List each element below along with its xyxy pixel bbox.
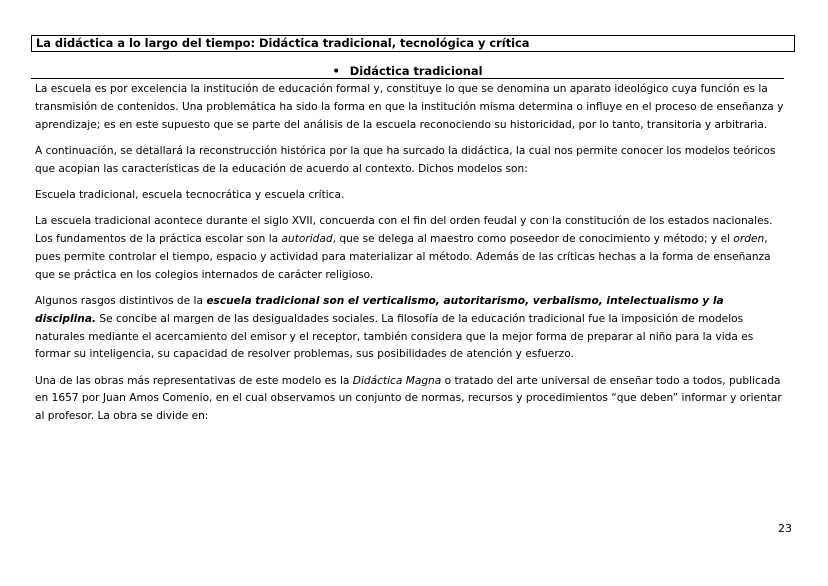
paragraph-6: [35, 373, 795, 426]
emphasis-disciplina: disciplina.: [35, 312, 96, 325]
p5-line-1-a: Algunos rasgos distintivos de la: [35, 294, 207, 307]
p6-line-3: al profesor. La obra se divide en:: [35, 410, 209, 423]
p2-line-1: A continuación, se detallará la reconstrucción histórica por la que ha surcado la didáctica, la cual nos permite conocer los modelos teóricos: [35, 144, 776, 157]
paragraph-1: [35, 81, 795, 134]
p6-line-1-a: Una de las obras más representativas de este modelo es la: [35, 374, 353, 387]
p5-line-2-b: Se concibe al margen de las desigualdades sociales. La filosofía de la educación tradicional fue la imposición de modelos: [96, 312, 744, 325]
paragraph-4: [35, 213, 795, 284]
paragraph-5: [35, 293, 795, 364]
autoridad-term: autoridad: [281, 233, 333, 246]
page-number: 23: [778, 522, 792, 535]
p3-line-1: Escuela tradicional, escuela tecnocrática y escuela crítica.: [35, 188, 345, 201]
bullet-icon: •: [332, 64, 340, 78]
didactica-magna-title: Didáctica Magna: [352, 374, 442, 387]
p6-line-1-c: o tratado del arte universal de enseñar todo a todos, publicada: [441, 374, 781, 387]
p1-line-3: aprendizaje; es en este supuesto que se parte del análisis de la escuela reconociendo su historicidad, por lo tanto, transitoria y arbitraria.: [35, 118, 768, 131]
p4-line-1: La escuela tradicional acontece durante el siglo XVII, concuerda con el fin del orden feudal y con la constitución de los estados nacionales.: [35, 215, 773, 228]
p1-line-1: La escuela es por excelencia la institución de educación formal y, constituye lo que se denomina un aparato ideológico cuya función es la: [35, 83, 768, 95]
p4-line-2-a: Los fundamentos de la práctica escolar son la: [35, 233, 282, 246]
paragraph-2: [35, 143, 795, 179]
p5-line-4: formar su inteligencia, su capacidad de resolver problemas, sus posibilidades de atención y esfuerzo.: [35, 348, 574, 361]
p1-line-2: transmisión de contenidos. Una problemática ha sido la forma en que la institución misma determina o influye en el proceso de enseñanza y: [35, 100, 784, 113]
section-heading-text: Didáctica tradicional: [349, 64, 483, 78]
section-heading: [31, 64, 784, 79]
paragraph-3: [35, 187, 795, 205]
p4-line-2: [35, 231, 795, 249]
p4-line-3: pues permite controlar el tiempo, espacio y actividad para materializar al método. Además de las críticas hechas a la forma de enseñanza: [35, 250, 771, 263]
orden-term: orden: [733, 233, 765, 246]
p4-line-2-e: ,: [764, 233, 768, 246]
emphasis-traits: escuela tradicional son el verticalismo, autoritarismo, verbalismo, intelectualismo y la: [206, 294, 724, 307]
document-title: La didáctica a lo largo del tiempo: Didáctica tradicional, tecnológica y crítica: [36, 36, 530, 50]
p2-line-2: que acopian las características de la educación de acuerdo al contexto. Dichos modelos son:: [35, 162, 528, 175]
p4-line-2-c: , que se delega al maestro como poseedor de conocimiento y método; y el: [332, 233, 734, 246]
p6-line-2: en 1657 por Juan Amos Comenio, en el cual observamos un conjunto de normas, recursos y procedimientos “que deben” informar y orientar: [35, 392, 782, 405]
p5-line-3: naturales mediante el acercamiento del emisor y el receptor, también considera que la mejor forma de preparar al niño para la vida es: [35, 330, 754, 343]
p5-line-2: [35, 311, 795, 329]
document-title-box: [31, 35, 795, 52]
document-body: [35, 81, 795, 435]
p4-line-4: que se práctica en los colegios internados de carácter religioso.: [35, 268, 374, 281]
p5-line-1: [35, 293, 795, 311]
p6-line-1: [35, 373, 795, 391]
